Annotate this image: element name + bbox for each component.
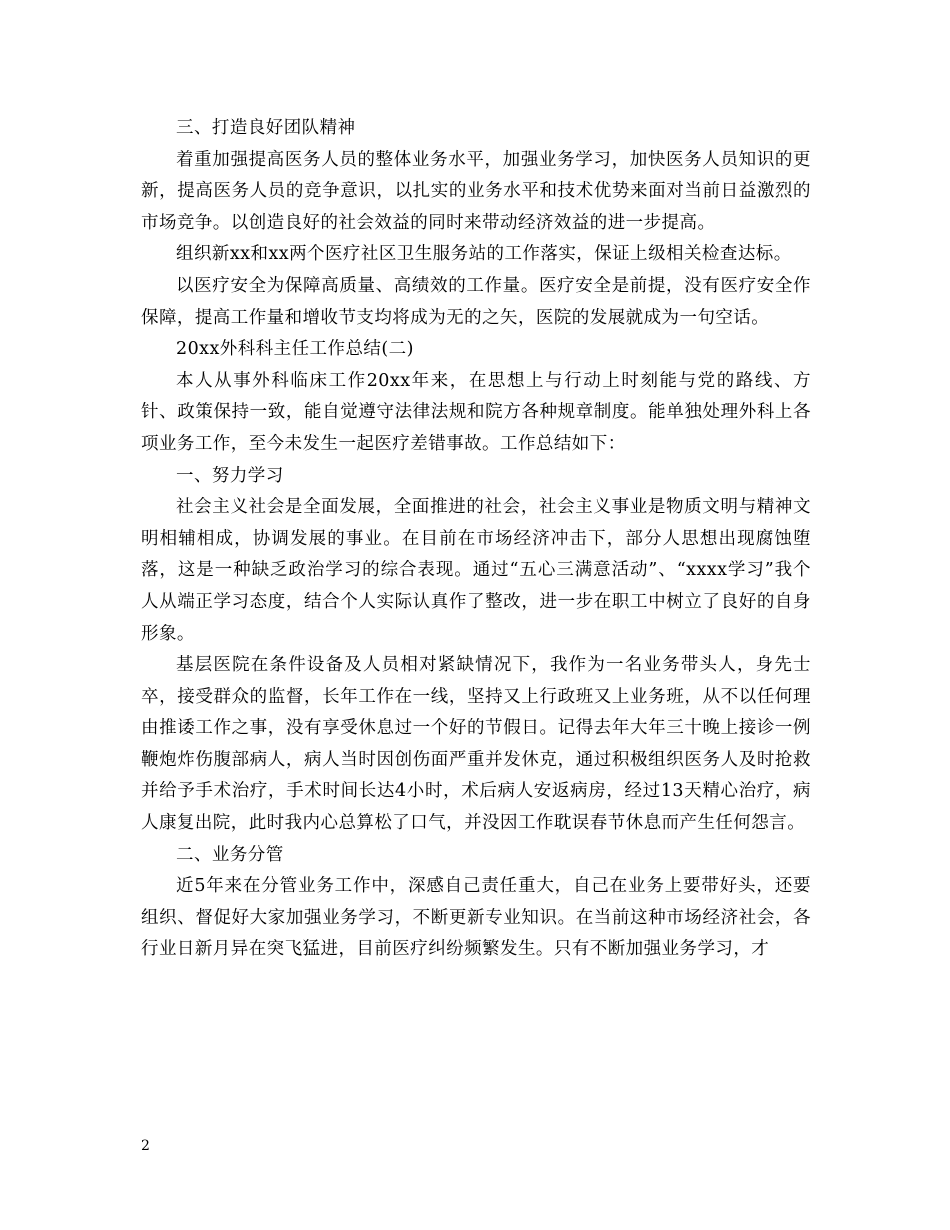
paragraph-introduction: 本人从事外科临床工作20xx年来，在思想上与行动上时刻能与党的路线、方针、政策保持一致，能自觉遵守法律法规和院方各种规章制度。能单独处理外科上各项业务工作，至今未发生一起医疗差错事故。工作总结如下： [141, 370, 811, 454]
paragraph-grassroots-hospital: 基层医院在条件设备及人员相对紧缺情况下，我作为一名业务带头人，身先士卒，接受群众的监督，长年工作在一线，坚持又上行政班又上业务班，从不以任何理由推诿工作之事，没有享受休息过一个好的节假日。记得去年大年三十晚上接诊一例鞭炮炸伤腹部病人，病人当时因创伤面严重并发休克，通过积极组织医务人及时抢救并给予手术治疗，手术时间长达4小时，术后病人安返病房，经过13天精心治疗，病人康复出院，此时我内心总算松了口气，并没因工作耽误春节休息而产生任何怨言。 [141, 655, 811, 834]
paragraph-community-stations: 组织新xx和xx两个医疗社区卫生服务站的工作落实，保证上级相关检查达标。 [176, 244, 792, 265]
section-heading-team-spirit: 三、打造良好团队精神 [176, 118, 356, 138]
paragraph-business-management: 近5年来在分管业务工作中，深感自己责任重大，自己在业务上要带好头，还要组织、督促好大家加强业务学习，不断更新专业知识。在当前这种市场经济社会，各行业日新月异在突飞猛进，目前医疗纠纷频繁发生。只有不断加强业务学习，才 [141, 876, 811, 960]
section-heading-business-management: 二、业务分管 [176, 844, 284, 865]
paragraph-business-level: 着重加强提高医务人员的整体业务水平，加强业务学习，加快医务人员知识的更新，提高医务人员的竞争意识，以扎实的业务水平和技术优势来面对当前日益激烈的市场竞争。以创造良好的社会效益的同时来带动经济效益的进一步提高。 [141, 149, 811, 233]
document-body [141, 113, 811, 966]
document-subtitle: 20xx外科科主任工作总结(二) [176, 339, 414, 360]
paragraph-medical-safety: 以医疗安全为保障高质量、高绩效的工作量。医疗安全是前提，没有医疗安全作保障，提高工作量和增收节支均将成为无的之矢，医院的发展就成为一句空话。 [141, 275, 811, 328]
paragraph-socialist-society: 社会主义社会是全面发展，全面推进的社会，社会主义事业是物质文明与精神文明相辅相成，协调发展的事业。在目前在市场经济冲击下，部分人思想出现腐蚀堕落，这是一种缺乏政治学习的综合表现。通过“五心三满意活动”、“xxxx学习”我个人从端正学习态度，结合个人实际认真作了整改，进一步在职工中树立了良好的自身形象。 [141, 497, 811, 644]
section-heading-study: 一、努力学习 [176, 465, 284, 486]
page-number: 2 [141, 1138, 150, 1154]
